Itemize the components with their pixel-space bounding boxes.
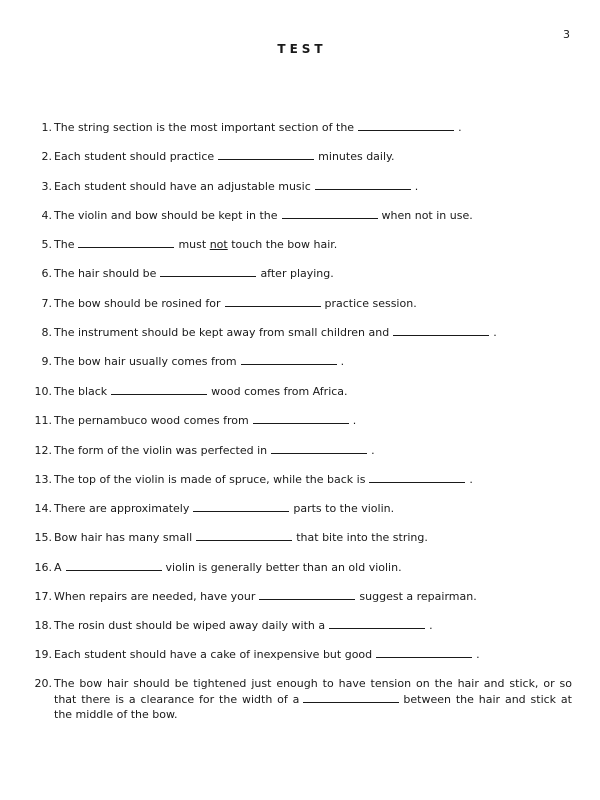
question-text: The form of the violin was perfected in: [54, 444, 268, 457]
question-1: [27, 119, 572, 135]
question-text-after: .: [429, 619, 433, 632]
answer-blank[interactable]: [393, 324, 489, 336]
answer-blank[interactable]: [376, 646, 472, 658]
answer-blank[interactable]: [369, 471, 465, 483]
question-9: [27, 353, 572, 369]
question-number: 16.: [34, 561, 52, 574]
question-text-after: between the hair and stick at the middle of the bow.: [54, 693, 572, 721]
answer-blank[interactable]: [253, 412, 349, 424]
question-3: [27, 178, 572, 194]
question-text: Bow hair has many small: [54, 531, 193, 544]
question-number: 2.: [41, 150, 52, 163]
answer-blank[interactable]: [241, 353, 337, 365]
question-number: 3.: [41, 180, 52, 193]
question-text-after: .: [458, 121, 462, 134]
question-number: 20.: [34, 677, 52, 690]
question-19: [27, 646, 572, 662]
question-text: The: [54, 238, 75, 251]
page-title: TEST: [277, 42, 327, 56]
question-4: [27, 207, 572, 223]
question-text-after: when not in use.: [381, 209, 473, 222]
question-11: [27, 412, 572, 428]
answer-blank[interactable]: [259, 588, 355, 600]
answer-blank[interactable]: [196, 529, 292, 541]
question-text: The instrument should be kept away from small children and: [54, 326, 390, 339]
question-number: 11.: [34, 414, 52, 427]
question-number: 15.: [34, 531, 52, 544]
question-10: [27, 383, 572, 399]
question-text: Each student should practice: [54, 150, 215, 163]
question-number: 10.: [34, 385, 52, 398]
question-text-after: .: [414, 180, 419, 193]
answer-blank[interactable]: [282, 207, 378, 219]
question-text-after: suggest a repairman.: [359, 590, 477, 603]
question-text-after: .: [469, 473, 473, 486]
question-text-after: minutes daily.: [318, 150, 395, 163]
question-text-after: .: [476, 648, 480, 661]
question-text-after: practice session.: [324, 297, 417, 310]
question-text-after: .: [493, 326, 497, 339]
answer-blank[interactable]: [78, 236, 174, 248]
question-number: 19.: [34, 648, 52, 661]
page-number: 3: [563, 28, 570, 41]
question-14: [27, 500, 572, 516]
question-body: [54, 676, 572, 722]
question-text: The bow hair usually comes from: [54, 355, 237, 368]
question-7: [27, 295, 572, 311]
question-6: [27, 265, 572, 281]
question-text: There are approximately: [54, 502, 190, 515]
question-text: Each student should have an adjustable music: [54, 180, 311, 193]
question-number: 1.: [41, 121, 52, 134]
question-text-after: wood comes from Africa.: [211, 385, 348, 398]
question-number: 13.: [34, 473, 52, 486]
question-number: 9.: [41, 355, 52, 368]
question-number: 8.: [41, 326, 52, 339]
answer-blank[interactable]: [358, 119, 454, 131]
question-text-after: violin is generally better than an old violin.: [165, 561, 402, 574]
question-17: [27, 588, 572, 604]
answer-blank[interactable]: [329, 617, 425, 629]
question-text: The hair should be: [54, 267, 157, 280]
question-text: When repairs are needed, have your: [54, 590, 256, 603]
question-number: 18.: [34, 619, 52, 632]
answer-blank[interactable]: [225, 295, 321, 307]
question-text-after: .: [340, 355, 345, 368]
question-8: [27, 324, 572, 340]
question-text: The rosin dust should be wiped away daily with a: [54, 619, 326, 632]
answer-blank[interactable]: [218, 148, 314, 160]
question-20: [27, 676, 572, 722]
question-number: 6.: [41, 267, 52, 280]
question-text-after: parts to the violin.: [293, 502, 395, 515]
question-number: 5.: [41, 238, 52, 251]
question-text-end: touch the bow hair.: [231, 238, 338, 251]
question-text: The bow hair should be tightened just enough to have tension on the hair and stick, or so that there is a clearance for the width of a: [54, 677, 572, 706]
question-text: The string section is the most important section of the: [54, 121, 355, 134]
question-15: [27, 529, 572, 545]
question-text-after: must: [178, 238, 207, 251]
question-number: 7.: [41, 297, 52, 310]
question-13: [27, 471, 572, 487]
question-18: [27, 617, 572, 633]
question-text-after: that bite into the string.: [296, 531, 428, 544]
answer-blank[interactable]: [111, 383, 207, 395]
answer-blank[interactable]: [315, 178, 411, 190]
question-text: The pernambuco wood comes from: [54, 414, 249, 427]
question-text: The bow should be rosined for: [54, 297, 221, 310]
question-16: [27, 559, 572, 575]
answer-blank[interactable]: [271, 442, 367, 454]
question-number: 14.: [34, 502, 52, 515]
question-number: 4.: [41, 209, 52, 222]
question-2: [27, 148, 572, 164]
question-text: The violin and bow should be kept in the: [54, 209, 278, 222]
answer-blank[interactable]: [66, 559, 162, 571]
question-text-after: .: [352, 414, 357, 427]
question-5: [27, 236, 572, 252]
answer-blank[interactable]: [193, 500, 289, 512]
question-number: 12.: [34, 444, 52, 457]
answer-blank[interactable]: [160, 265, 256, 277]
question-text-after: .: [371, 444, 375, 457]
question-12: [27, 442, 572, 458]
question-text: A: [54, 561, 62, 574]
question-text: The black: [54, 385, 108, 398]
question-text: The top of the violin is made of spruce, while the back is: [54, 473, 366, 486]
question-number: 17.: [34, 590, 52, 603]
question-text-after: after playing.: [260, 267, 334, 280]
answer-blank[interactable]: [303, 691, 399, 703]
question-text: Each student should have a cake of inexpensive but good: [54, 648, 373, 661]
emphasis-word: not: [209, 238, 228, 251]
